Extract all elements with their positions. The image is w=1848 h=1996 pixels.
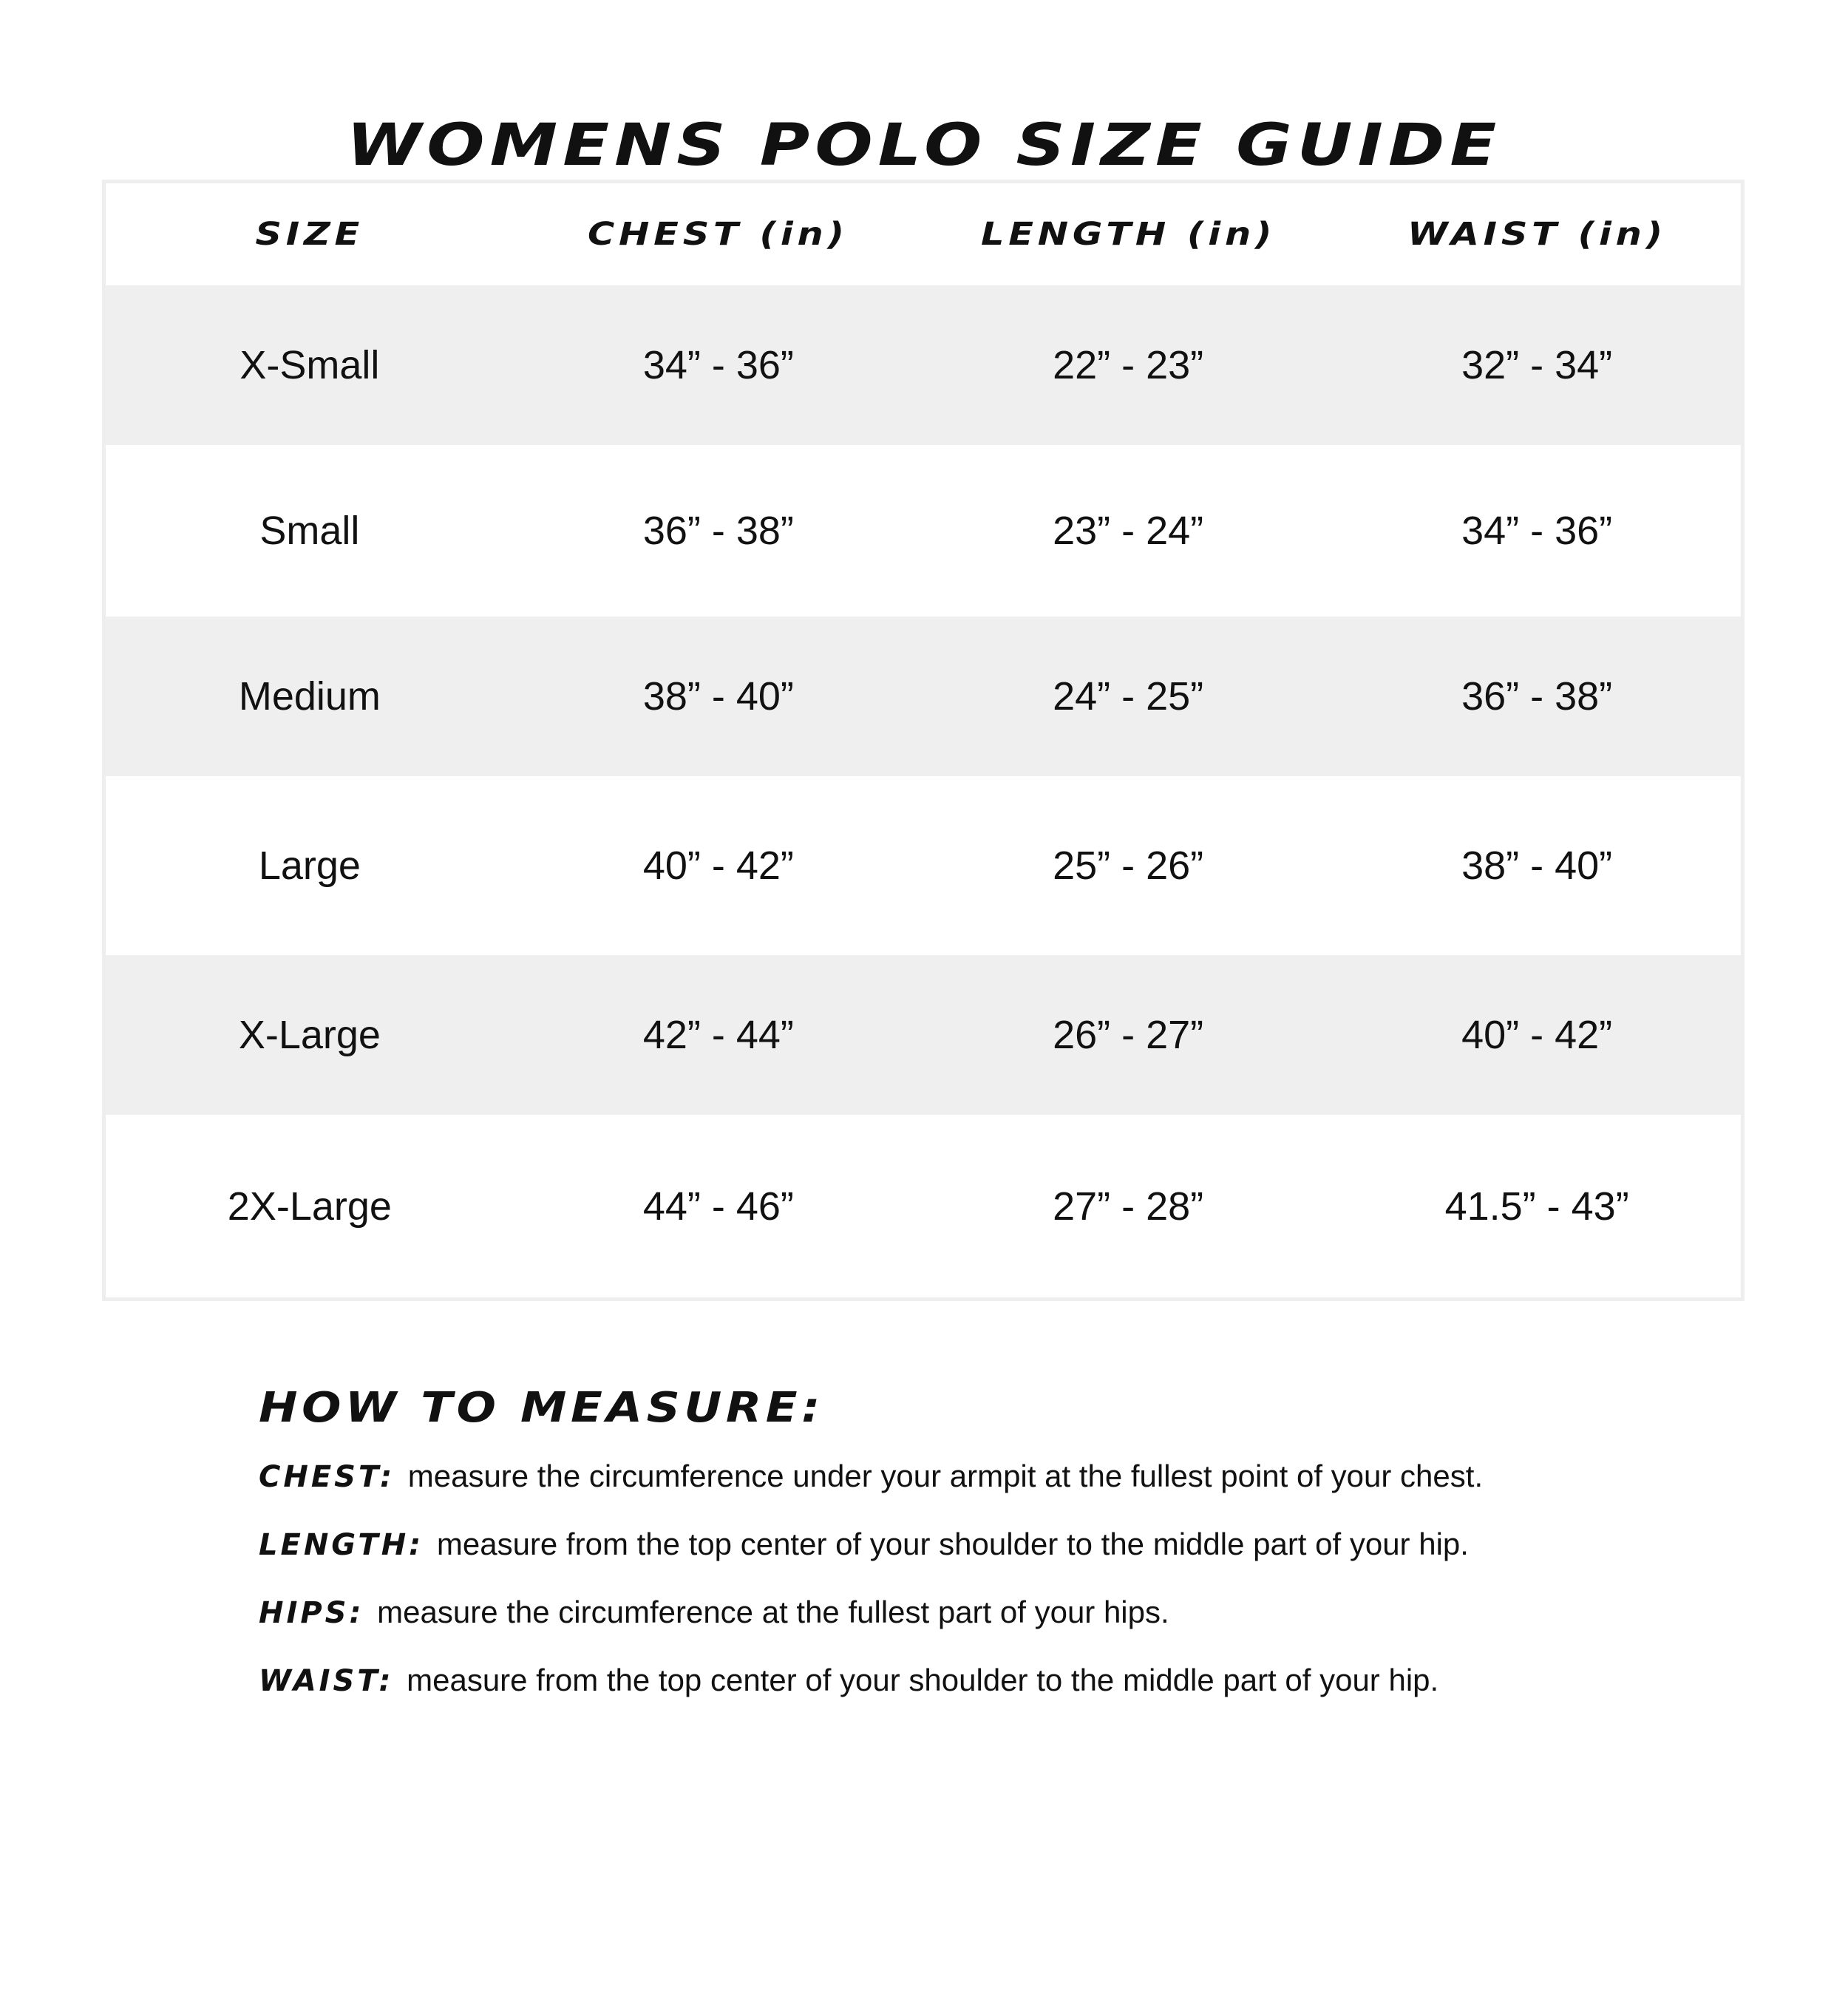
measure-description: measure from the top center of your shoulder to the middle part of your hip.	[436, 1527, 1469, 1561]
size-cell: Large	[104, 776, 514, 955]
measure-item-length	[259, 1523, 1737, 1591]
waist-cell: 40” - 42”	[1333, 955, 1742, 1115]
size-cell: Medium	[104, 617, 514, 776]
waist-cell: 41.5” - 43”	[1333, 1115, 1742, 1300]
measure-item-waist	[259, 1659, 1737, 1727]
size-cell: 2X-Large	[104, 1115, 514, 1300]
chest-cell: 44” - 46”	[514, 1115, 923, 1300]
table-row	[104, 617, 1743, 776]
length-cell: 26” - 27”	[923, 955, 1333, 1115]
size-cell: X-Large	[104, 955, 514, 1115]
waist-cell: 36” - 38”	[1333, 617, 1742, 776]
measure-description: measure the circumference under your armpit at the fullest point of your chest.	[407, 1459, 1484, 1493]
length-cell: 22” - 23”	[923, 285, 1333, 445]
table-row	[104, 445, 1743, 617]
column-header-waist: WAIST (in)	[1333, 182, 1742, 286]
how-to-measure-heading: HOW TO MEASURE:	[259, 1384, 824, 1432]
table-header-row	[104, 182, 1743, 286]
size-cell: Small	[104, 445, 514, 617]
chest-cell: 38” - 40”	[514, 617, 923, 776]
waist-cell: 32” - 34”	[1333, 285, 1742, 445]
chest-cell: 40” - 42”	[514, 776, 923, 955]
table-row	[104, 285, 1743, 445]
table-row	[104, 955, 1743, 1115]
measure-term: CHEST:	[259, 1460, 395, 1494]
measure-description: measure the circumference at the fullest part of your hips.	[377, 1595, 1169, 1629]
length-cell: 27” - 28”	[923, 1115, 1333, 1300]
how-to-measure-section	[259, 1382, 1737, 1727]
size-chart-table	[102, 180, 1745, 1301]
waist-cell: 34” - 36”	[1333, 445, 1742, 617]
measure-item-hips	[259, 1591, 1737, 1659]
chest-cell: 42” - 44”	[514, 955, 923, 1115]
column-header-size: SIZE	[104, 182, 514, 286]
chest-cell: 36” - 38”	[514, 445, 923, 617]
length-cell: 24” - 25”	[923, 617, 1333, 776]
measure-term: LENGTH:	[259, 1528, 424, 1562]
column-header-length: LENGTH (in)	[923, 182, 1333, 286]
table-row	[104, 1115, 1743, 1300]
waist-cell: 38” - 40”	[1333, 776, 1742, 955]
measure-description: measure from the top center of your shoulder to the middle part of your hip.	[407, 1663, 1439, 1697]
column-header-chest: CHEST (in)	[514, 182, 923, 286]
chest-cell: 34” - 36”	[514, 285, 923, 445]
length-cell: 23” - 24”	[923, 445, 1333, 617]
page-title: WOMENS POLO SIZE GUIDE	[346, 112, 1502, 180]
measure-term: HIPS:	[259, 1596, 364, 1630]
measure-item-chest	[259, 1455, 1737, 1523]
size-cell: X-Small	[104, 285, 514, 445]
length-cell: 25” - 26”	[923, 776, 1333, 955]
measure-term: WAIST:	[259, 1664, 394, 1698]
table-row	[104, 776, 1743, 955]
